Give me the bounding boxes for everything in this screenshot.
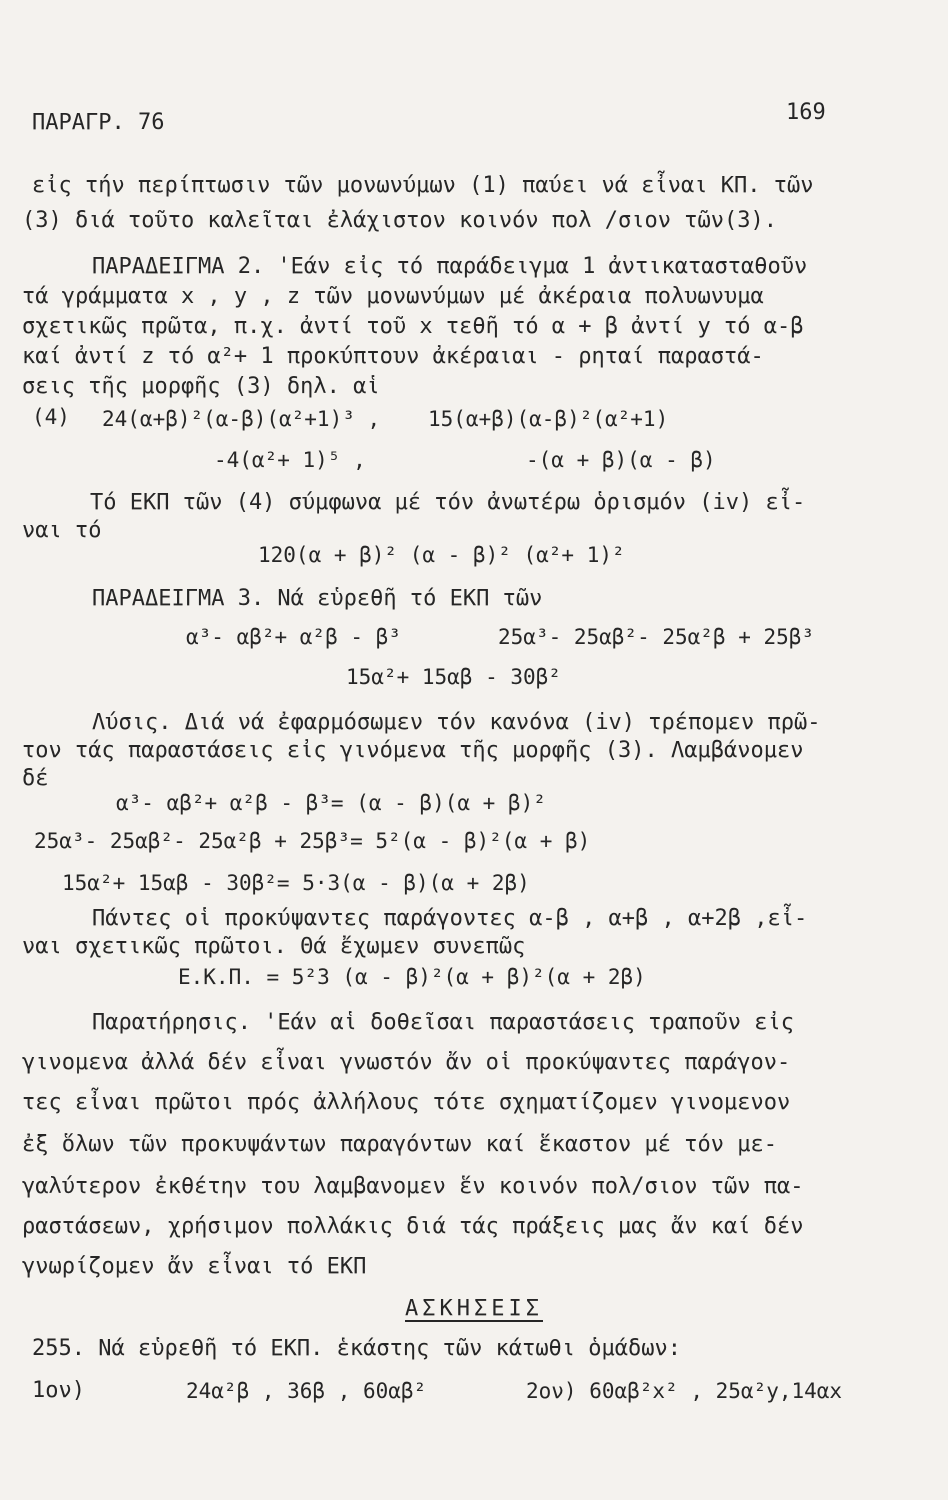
text-line: τον τάς παραστάσεις εἰς γινόμενα τῆς μορφῆς (3). Λαμβάνομεν <box>22 738 804 763</box>
exercises-title: ΑΣΚΗΣΕΙΣ <box>405 1296 543 1321</box>
expression: -(α + β)(α - β) <box>526 448 716 472</box>
text-line: γαλύτερον ἐκθέτην του λαμβανομεν ἕν κοινόν πολ/σιον τῶν πα- <box>22 1174 804 1199</box>
text-line: σχετικῶς πρῶτα, π.χ. ἀντί τοῦ x τεθῆ τό α + β ἀντί y τό α-β <box>22 314 804 339</box>
text-line: ἐξ ὅλων τῶν προκυψάντων παραγόντων καί ἕκαστον μέ τόν με- <box>22 1132 777 1157</box>
text-line: Τό ΕΚΠ τῶν (4) σύμφωνα μέ τόν ἀνωτέρω ὁρισμόν (iv) εἶ- <box>90 490 806 515</box>
expression: 2ον) 60αβ²x² , 25α²y,14αx <box>526 1379 843 1403</box>
expression: α³- αβ²+ α²β - β³= (α - β)(α + β)² <box>116 791 546 815</box>
expression: 25α³- 25αβ²- 25α²β + 25β³= 5²(α - β)²(α + β) <box>34 829 591 853</box>
text-line: ναι τό <box>22 518 102 543</box>
text-line: ραστάσεων, χρήσιμον πολλάκις διά τάς πράξεις μας ἄν καί δέν <box>22 1214 804 1239</box>
expression: -4(α²+ 1)⁵ , <box>214 448 366 472</box>
text-line: γινομενα ἀλλά δέν εἶναι γνωστόν ἄν οἱ προκύψαντες παράγον- <box>22 1050 791 1075</box>
expression: α³- αβ²+ α²β - β³ <box>186 625 401 649</box>
remark-heading: Παρατήρησις. 'Εάν αἱ δοθεῖσαι παραστάσεις τραποῦν εἰς <box>92 1010 794 1035</box>
expression: 15α²+ 15αβ - 30β²= 5·3(α - β)(α + 2β) <box>62 871 530 895</box>
expression: 120(α + β)² (α - β)² (α²+ 1)² <box>258 543 625 567</box>
text-line: τες εἶναι πρῶτοι πρός ἀλλήλους τότε σχηματίζομεν γινομενον <box>22 1090 791 1115</box>
text-line: καί ἀντί z τό α²+ 1 προκύπτουν ἀκέραιαι - ρηταί παραστά- <box>22 344 764 369</box>
expression: 15α²+ 15αβ - 30β² <box>346 665 561 689</box>
example-3-heading: ΠΑΡΑΔΕΙΓΜΑ 3. Νά εὑρεθῆ τό ΕΚΠ τῶν <box>92 586 543 611</box>
expression: 25α³- 25αβ²- 25α²β + 25β³ <box>498 625 815 649</box>
text-line: εἰς τήν περίπτωσιν τῶν μονωνύμων (1) παύει νά εἶναι ΚΠ. τῶν <box>32 173 814 198</box>
text-line: Πάντες οἱ προκύψαντες παράγοντες α-β , α+β , α+2β ,εἶ- <box>92 906 808 931</box>
exercise-255: 255. Νά εὑρεθῆ τό ΕΚΠ. ἑκάστης τῶν κάτωθι ὁμάδων: <box>32 1336 682 1361</box>
text-line: ναι σχετικῶς πρῶτοι. Θά ἔχωμεν συνεπῶς <box>22 934 526 959</box>
expression: 15(α+β)(α-β)²(α²+1) <box>428 407 669 431</box>
expression: 24(α+β)²(α-β)(α²+1)³ , <box>102 407 381 431</box>
text-line: σεις τῆς μορφῆς (3) δηλ. αἱ <box>22 374 380 399</box>
page-number: 169 <box>786 100 826 125</box>
example-2-heading: ΠΑΡΑΔΕΙΓΜΑ 2. 'Εάν εἰς τό παράδειγμα 1 ἀντικατασταθοῦν <box>92 254 808 279</box>
section-header: ΠΑΡΑΓΡ. 76 <box>32 110 165 135</box>
solution-heading: Λύσις. Διά νά ἐφαρμόσωμεν τόν κανόνα (iv) τρέπομεν πρῶ- <box>92 710 821 735</box>
expression: 24α²β , 36β , 60αβ² <box>186 1379 427 1403</box>
equation-label: (4) <box>32 405 70 429</box>
exercise-label: 1ον) <box>32 1378 85 1403</box>
expression: Ε.Κ.Π. = 5²3 (α - β)²(α + β)²(α + 2β) <box>178 965 646 989</box>
text-line: τά γράμματα x , y , z τῶν μονωνύμων μέ ἀκέραια πολυωνυμα <box>22 284 764 309</box>
text-line: γνωρίζομεν ἄν εἶναι τό ΕΚΠ <box>22 1254 367 1279</box>
text-line: δέ <box>22 766 49 791</box>
text-line: (3) διά τοῦτο καλεῖται ἐλάχιστον κοινόν πολ /σιον τῶν(3). <box>22 208 777 233</box>
